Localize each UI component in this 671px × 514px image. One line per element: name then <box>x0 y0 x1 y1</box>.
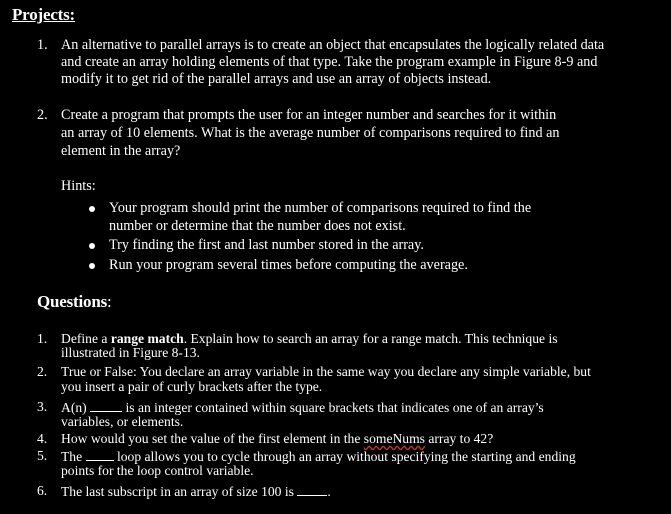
project-item-text-line: modify it to get rid of the parallel arrays and use an array of objects instead. <box>61 71 492 87</box>
hint-text-line: Your program should print the number of comparisons required to find the <box>109 200 532 216</box>
question-text-line <box>61 400 544 414</box>
question-text: is an integer contained within square brackets that indicates one of an array’s <box>122 400 544 415</box>
question-text-line: points for the loop control variable. <box>61 463 254 478</box>
hint-text-line: Run your program several times before computing the average. <box>109 257 468 273</box>
hint-text-line: number or determine that the number does not exist. <box>109 218 406 234</box>
question-text: A(n) <box>61 400 91 415</box>
question-text-line: True or False: You declare an array variable in the same way you declare any simple variable, but <box>61 364 591 379</box>
projects-heading: Projects: <box>12 5 76 24</box>
question-number: 3. <box>37 399 48 414</box>
question-text-line: you insert a pair of curly brackets after the type. <box>61 379 323 394</box>
hint-text-line: Try finding the first and last number stored in the array. <box>109 237 424 253</box>
question-text: . Explain how to search an array for a range match. This technique is <box>183 331 558 346</box>
questions-heading <box>37 292 112 312</box>
project-item-text-line: element in the array? <box>61 143 181 159</box>
question-number: 5. <box>37 448 48 463</box>
question-text: array to 42? <box>424 431 494 446</box>
question-text-line: variables, or elements. <box>61 414 184 429</box>
term-range-match: range match <box>110 331 184 346</box>
question-text-line <box>61 432 493 445</box>
project-item-number: 2. <box>37 107 48 123</box>
question-number: 6. <box>37 483 48 498</box>
question-number: 1. <box>37 331 48 346</box>
question-text: loop allows you to cycle through an array without specifying the starting and ending <box>113 449 576 464</box>
question-number: 2. <box>37 364 48 379</box>
question-number: 4. <box>37 431 48 446</box>
bullet-icon <box>89 206 95 212</box>
question-text-line <box>61 332 558 345</box>
question-text: How would you set the value of the first element in the <box>61 431 364 446</box>
question-text: . <box>327 484 331 499</box>
bullet-icon <box>89 263 95 269</box>
project-item-text-line: and create an array holding elements of that type. Take the program example in Figure 8-9 and <box>61 54 598 70</box>
question-text: The last subscript in an array of size 100 is <box>61 484 298 499</box>
project-item-number: 1. <box>37 37 48 53</box>
question-text-line <box>61 484 331 498</box>
question-text-line <box>61 449 576 463</box>
hints-label: Hints: <box>61 178 96 194</box>
project-item-text-line: An alternative to parallel arrays is to create an object that encapsulates the logically related data <box>61 37 605 53</box>
question-text: Define a <box>61 331 111 346</box>
bullet-icon <box>89 243 95 249</box>
project-item-text-line: an array of 10 elements. What is the average number of comparisons required to find an <box>61 125 560 141</box>
questions-heading-label: Questions <box>37 292 107 311</box>
question-text-line: illustrated in Figure 8-13. <box>61 345 200 360</box>
answer-blank <box>90 400 122 412</box>
answer-blank <box>297 484 327 496</box>
questions-heading-colon: : <box>107 292 112 311</box>
question-text: The <box>61 449 86 464</box>
answer-blank <box>86 449 114 461</box>
spellcheck-word: someNums <box>363 431 425 446</box>
project-item-text-line: Create a program that prompts the user for an integer number and searches for it within <box>61 107 557 123</box>
